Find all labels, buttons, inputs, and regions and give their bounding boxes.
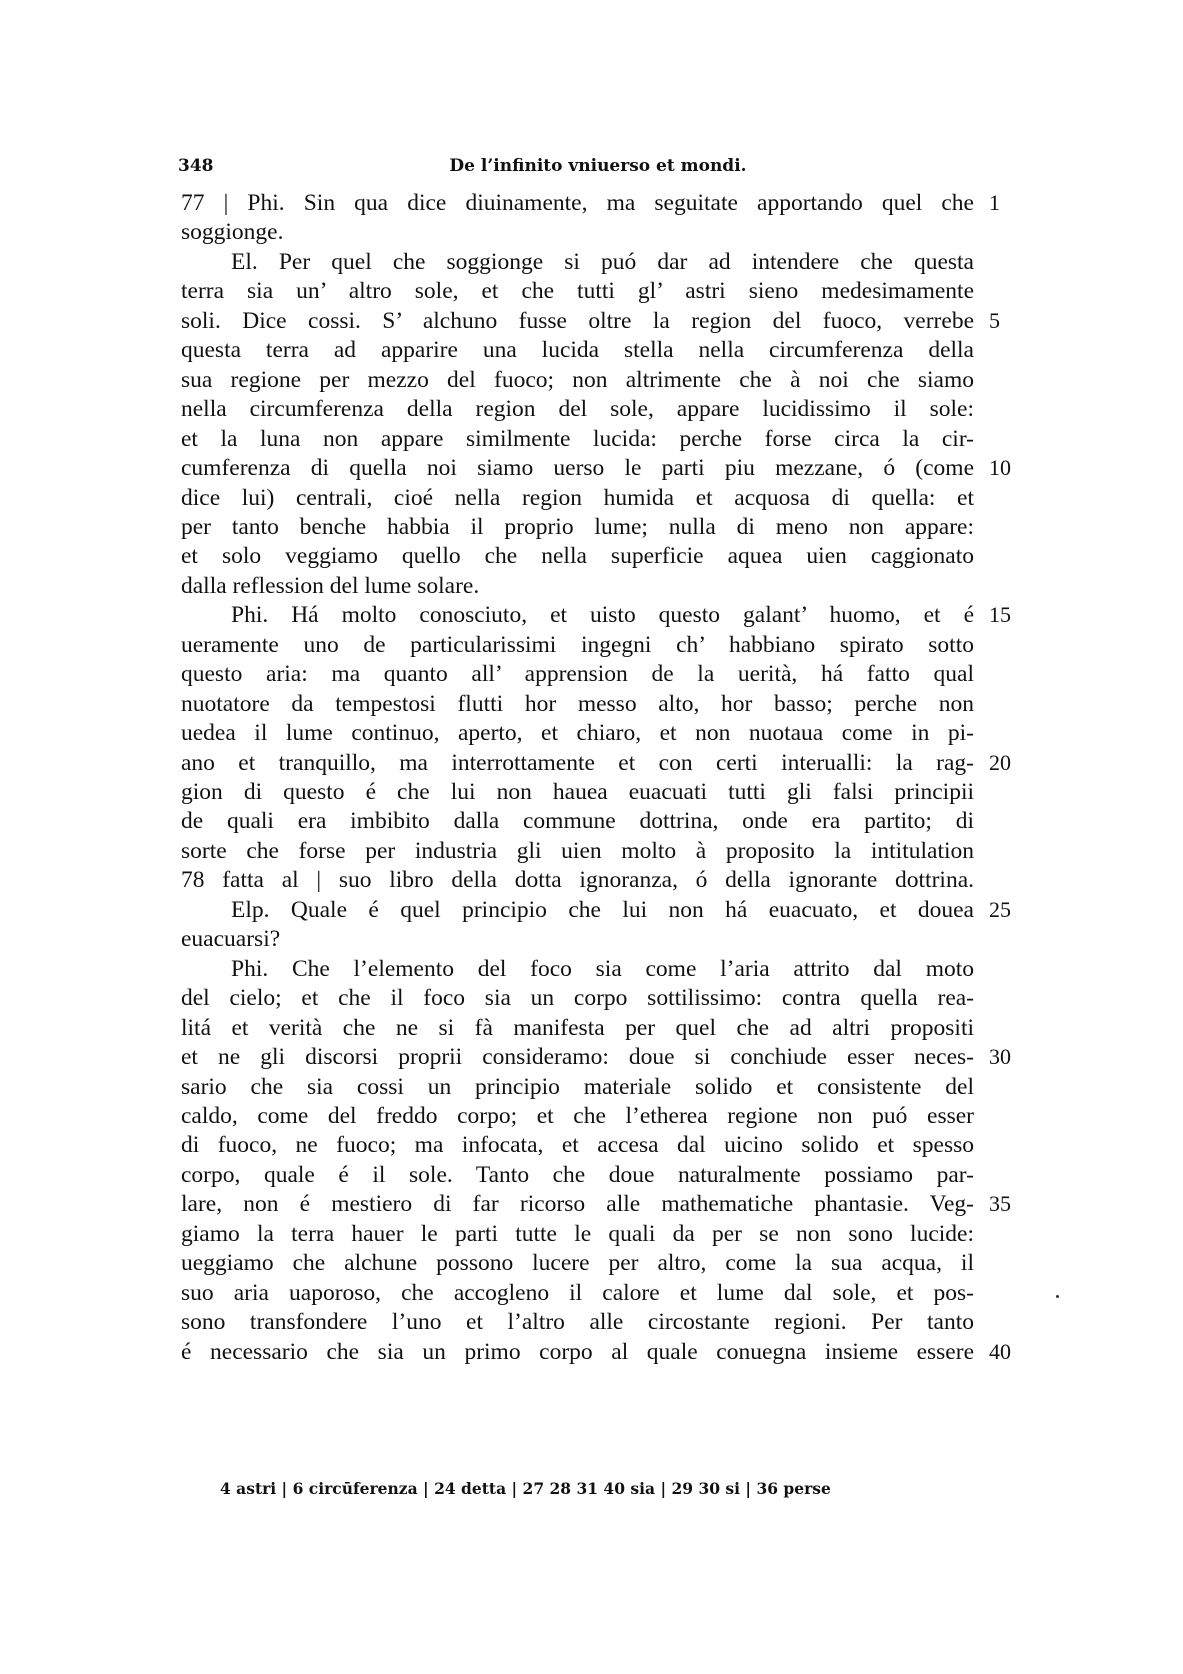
text-line: terra sia un’ altro sole, et che tutti gl’ astri sieno medesimamente [181, 278, 974, 305]
text-line: sua regione per mezzo del fuoco; non altrimente che à noi che siamo [181, 366, 974, 393]
text-line: corpo, quale é il sole. Tanto che doue naturalmente possiamo par- [181, 1161, 974, 1188]
text-line: per tanto benche habbia il proprio lume; nulla di meno non appare: [181, 513, 974, 540]
text-line: et la luna non appare similmente lucida: perche forse circa la cir- [181, 425, 974, 452]
text-line: ano et tranquillo, ma interrottamente et con certi interualli: la rag- [181, 749, 974, 776]
text-line: nuotatore da tempestosi flutti hor messo alto, hor basso; perche non [181, 690, 974, 717]
text-line: sono transfondere l’uno et l’altro alle circostante regioni. Per tanto [181, 1309, 974, 1336]
text-line: dice lui) centrali, cioé nella region humida et acquosa di quella: et [181, 484, 974, 511]
text-line: questa terra ad apparire una lucida stella nella circumferenza della [181, 337, 974, 364]
text-line: sario che sia cossi un principio materiale solido et consistente del [181, 1073, 974, 1100]
page-number: 348 [178, 156, 214, 176]
text-line: El. Per quel che soggionge si puó dar ad intendere che questa [231, 248, 974, 275]
text-line: lare, non é mestiero di far ricorso alle mathematiche phantasie. Veg- [181, 1191, 974, 1218]
text-line: gion di questo é che lui non hauea euacuati tutti gli falsi principii [181, 779, 974, 805]
text-line: et ne gli discorsi proprii consideramo: doue si conchiude esser neces- [181, 1044, 974, 1071]
line-number: 10 [989, 455, 1011, 481]
line-number: 25 [989, 896, 1011, 922]
paper-speck [1056, 1295, 1059, 1298]
text-line: questo aria: ma quanto all’ apprension de la uerità, há fatto qual [181, 661, 974, 688]
critical-apparatus: 4 astri | 6 circūferenza | 24 detta | 27 28 31 40 sia | 29 30 si | 36 perse [220, 1479, 831, 1498]
text-line: ueggiamo che alchune possono lucere per altro, come la sua acqua, il [181, 1250, 974, 1277]
text-line: 78 fatta al | suo libro della dotta ignoranza, ó della ignorante dottrina. [181, 867, 974, 894]
text-line: litá et verità che ne si fà manifesta per quel che ad altri propositi [181, 1014, 974, 1041]
text-line: di fuoco, ne fuoco; ma infocata, et accesa dal uicino solido et spesso [181, 1132, 974, 1159]
text-line: Phi. Há molto conosciuto, et uisto questo galant’ huomo, et é [231, 602, 974, 629]
text-line: caldo, come del freddo corpo; et che l’etherea regione non puó esser [181, 1102, 974, 1129]
text-line: cumferenza di quella noi siamo uerso le parti piu mezzane, ó (come [181, 455, 974, 482]
running-title: De l’infinito vniuerso et mondi. [449, 156, 747, 176]
text-line: 77 | Phi. Sin qua dice diuinamente, ma seguitate apportando quel che [181, 190, 974, 216]
text-line: et solo veggiamo quello che nella superficie aquea uien caggionato [181, 543, 974, 570]
text-line: del cielo; et che il foco sia un corpo sottilissimo: contra quella rea- [181, 985, 974, 1012]
line-number: 15 [989, 602, 1011, 628]
text-line: euacuarsi? [181, 926, 281, 953]
text-line: soggionge. [181, 219, 284, 246]
text-line: giamo la terra hauer le parti tutte le quali da per se non sono lucide: [181, 1220, 974, 1247]
text-line: é necessario che sia un primo corpo al quale conuegna insieme essere [181, 1338, 974, 1365]
line-number: 30 [989, 1044, 1011, 1070]
text-line: suo aria uaporoso, che accogleno il calore et lume dal sole, et pos- [181, 1279, 974, 1306]
text-line: dalla reflession del lume solare. [181, 572, 480, 599]
text-line: sorte che forse per industria gli uien molto à proposito la intitulation [181, 837, 974, 864]
text-line: nella circumferenza della region del sole, appare lucidissimo il sole: [181, 396, 974, 423]
line-number: 1 [989, 190, 1000, 215]
text-line: uedea il lume continuo, aperto, et chiaro, et non nuotaua come in pi- [181, 720, 974, 747]
text-line: ueramente uno de particularissimi ingegni ch’ habbiano spirato sotto [181, 631, 974, 658]
line-number: 40 [989, 1338, 1011, 1364]
text-line: Phi. Che l’elemento del foco sia come l’aria attrito dal moto [231, 955, 974, 982]
line-number: 35 [989, 1191, 1011, 1217]
text-line: de quali era imbibito dalla commune dottrina, onde era partito; di [181, 808, 974, 835]
line-number: 20 [989, 749, 1011, 775]
text-line: Elp. Quale é quel principio che lui non há euacuato, et douea [231, 896, 974, 923]
running-head [178, 156, 1018, 186]
text-line: soli. Dice cossi. S’ alchuno fusse oltre la region del fuoco, verrebe [181, 307, 974, 334]
line-number: 5 [989, 307, 1000, 333]
